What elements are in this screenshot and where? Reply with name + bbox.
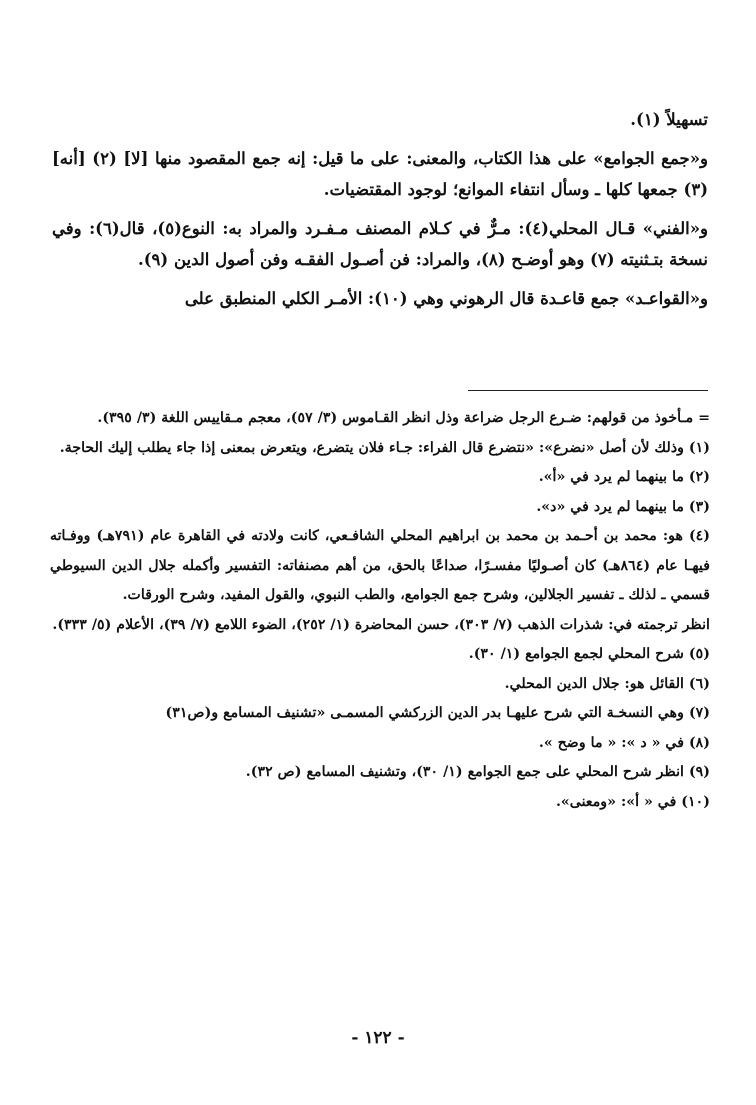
main-text	[52, 104, 708, 322]
footnote-9: (٩) انظر شرح المحلي على جمع الجوامع (١/ ٣٠)، وتشنيف المسامع (ص ٣٢).	[245, 764, 710, 780]
main-paragraph-4: و«القواعـد» جمع قاعـدة قال الرهوني وهي (١٠): الأمـر الكلي المنطبق على	[184, 289, 708, 308]
footnote-7: (٧) وهي النسخـة التي شرح عليهـا بدر الدين الزركشي المسمـى «تشنيف المسامع و(ص٣١)	[165, 705, 710, 721]
footnote-4: (٤) هو: محمد بن أحـمد بن محمد بن ابراهيم المحلي الشافـعي، كانت ولادته في القاهرة عام (٧٩١هـ) ووفـاته فيهـا عام (٨٦٤هـ) كان أصـوليًا مفسـرًا، صداعًا بالحق، من أهم مصنفاته: التفسير وأكمله جلال الدين السيوطي قسمي ـ لذلك ـ تفسير الجلالين، وشرح جمع الجوامع، والطب النبوي، والقول المفيد، وشرح الورقات.	[50, 528, 711, 603]
main-paragraph-1: تسهيلاً (١).	[630, 110, 708, 129]
footnote-5: (٥) شرح المحلي لجمع الجوامع (١/ ٣٠).	[468, 646, 710, 662]
footnote-2: (٢) ما بينهما لم يرد في «أ».	[538, 469, 710, 485]
footnote-10: (١٠) في « أ»: «ومعنى».	[555, 793, 710, 810]
footnote-continuation: = مـأخوذ من قولهم: ضـرع الرجل ضراعة وذل انظر القـاموس (٣/ ٥٧)، معجم مـقاييس اللغة (٣/ ٣٩٥).	[97, 410, 710, 426]
footnote-divider	[468, 390, 708, 391]
page-number: - ١٢٢ -	[351, 1028, 405, 1048]
main-paragraph-2: و«جمع الجوامع» على هذا الكتاب، والمعنى: على ما قيل: إنه جمع المقصود منها [لا] (٢) [أنه] (٣) جمعها كلها ـ وسأل انتفاء الموانع؛ لوجود المقتضيات.	[52, 149, 708, 199]
footnote-1: (١) وذلك لأن أصل «نضرع»: «نتضرع قال الفراء: جـاء فلان يتضرع، ويتعرض بمعنى إذا جاء يطلب إليك الحاجة.	[59, 439, 710, 456]
footnote-8: (٨) في « د »: « ما وضح ».	[538, 734, 710, 751]
footnote-6: (٦) القائل هو: جلال الدين المحلي.	[504, 675, 710, 692]
footnote-4-references: انظر ترجمته في: شذرات الذهب (٧/ ٣٠٣)، حسن المحاضرة (١/ ٢٥٢)، الضوء اللامع (٧/ ٣٩)، الأعلام (٥/ ٣٣٣).	[52, 616, 710, 633]
footnote-3: (٣) ما بينهما لم يرد في «د».	[536, 498, 710, 515]
main-paragraph-3: و«الفني» قـال المحلي(٤): مـرٌّ في كـلام المصنف مـفـرد والمراد به: النوع(٥)، قال(٦): وفي نسخة بتـثنيته (٧) وهو أوضـح (٨)، والمراد: فن أصـول الفقـه وفن أصول الدين (٩).	[52, 219, 708, 269]
footnotes	[50, 404, 710, 817]
